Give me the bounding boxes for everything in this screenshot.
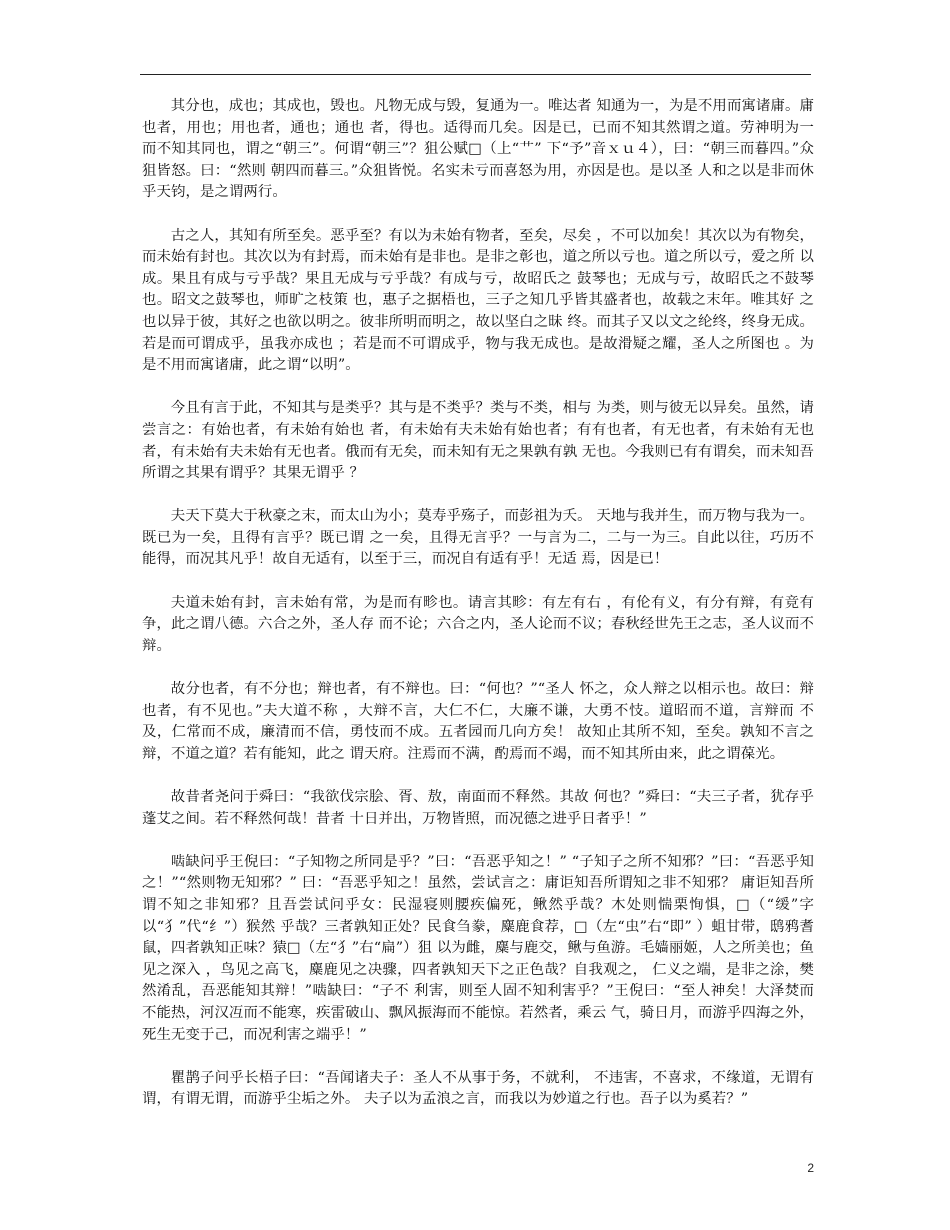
header-rule [140,74,811,75]
document-body [142,96,814,1133]
paragraph-6: 故分也者，有不分也；辩也者，有不辩也。曰：“何也？”“圣人 怀之，众人辩之以相示也。故曰：辩也者，有不见也。”夫大道不称 ，大辩不言，大仁不仁，大廉不谦，大勇不忮。道昭而不道，言辩而 不及，仁常而不成，廉清而不信，勇忮而不成。五者园而几向方矣！ 故知止其所不知，至矣。孰知不言之辩，不道之道？若有能知，此之 谓天府。注焉而不满，酌焉而不竭，而不知其所由来，此之谓葆光。 [142,681,814,762]
paragraph-8: 啮缺问乎王倪曰：“子知物之所同是乎？”曰：“吾恶乎知之！” “子知子之所不知邪？”曰：“吾恶乎知之！”“然则物无知邪？” 曰：“吾恶乎知之！虽然，尝试言之：庸讵知吾所谓知之非不知邪？ 庸讵知吾所谓不知之非知邪？且吾尝试问乎女：民湿寝则腰疾偏死，鳅然乎哉？木处则惴栗恂惧，□（“缓”字以“犭”代“纟”）猴然 乎哉？三者孰知正处？民食刍豢，麋鹿食荐，□（左“虫”右“即” ）蛆甘带，鸱鸦耆鼠，四者孰知正味？猿□（左“犭”右“扁”）狙 以为雌，麋与鹿交，鳅与鱼游。毛嫱丽姬，人之所美也；鱼见之深入 ，鸟见之高飞，麋鹿见之决骤，四者孰知天下之正色哉？自我观之， 仁义之端，是非之涂，樊然淆乱，吾恶能知其辩！”啮缺曰：“子不 利害，则至人固不知利害乎？”王倪曰：“至人神矣！大泽焚而不能热，河汉冱而不能寒，疾雷破山、飘风振海而不能惊。若然者，乘云 气，骑日月，而游乎四海之外，死生无变于己，而况利害之端乎！” [142,853,814,1043]
paragraph-1: 其分也，成也；其成也，毁也。凡物无成与毁，复通为一。唯达者 知通为一，为是不用而寓诸庸。庸也者，用也；用也者，通也；通也 者，得也。适得而几矣。因是已，已而不知其然谓之道。劳神明为一 而不知其同也，谓之“朝三”。何谓“朝三”？狙公赋□（上“艹” 下“予”音ｘｕ４），曰：“朝三而暮四。”众狙皆怒。曰：“然则 朝四而暮三。”众狙皆悦。名实未亏而喜怒为用，亦因是也。是以圣 人和之以是非而休乎天钧，是之谓两行。 [142,98,814,201]
page-number: 2 [807,1161,814,1175]
paragraph-9: 瞿鹊子问乎长梧子曰：“吾闻诸夫子：圣人不从事于务，不就利， 不违害，不喜求，不缘道，无谓有谓，有谓无谓，而游乎尘垢之外。 夫子以为孟浪之言，而我以为妙道之行也。吾子以为奚若？” [142,1069,814,1108]
paragraph-4: 夫天下莫大于秋豪之末，而太山为小；莫寿乎殇子，而彭祖为夭。 天地与我并生，而万物与我为一。既已为一矣，且得有言乎？既已谓 之一矣，且得无言乎？一与言为二，二与一为三。自此以往，巧历不 能得，而况其凡乎！故自无适有，以至于三，而况自有适有乎！无适 焉，因是已！ [142,508,814,568]
paragraph-3: 今且有言于此，不知其与是类乎？其与是不类乎？类与不类，相与 为类，则与彼无以异矣。虽然，请尝言之：有始也者，有未始有始也 者，有未始有夫未始有始也者；有有也者，有无也者，有未始有无也 者，有未始有夫未始有无也者。俄而有无矣，而未知有无之果孰有孰 无也。今我则已有有谓矣，而未知吾所谓之其果有谓乎？其果无谓乎 ？ [142,400,814,482]
paragraph-2: 古之人，其知有所至矣。恶乎至？有以为未始有物者，至矣，尽矣 ，不可以加矣！其次以为有物矣，而未始有封也。其次以为有封焉，而未始有是非也。是非之彰也，道之所以亏也。道之所以亏，爱之所 以成。果且有成与亏乎哉？果且无成与亏乎哉？有成与亏，故昭氏之 鼓琴也；无成与亏，故昭氏之不鼓琴也。昭文之鼓琴也，师旷之枝策 也，惠子之据梧也，三子之知几乎皆其盛者也，故载之末年。唯其好 之也以异于彼，其好之也欲以明之。彼非所明而明之，故以坚白之昧 终。而其子又以文之纶终，终身无成。若是而可谓成乎，虽我亦成也 ；若是而不可谓成乎，物与我无成也。是故滑疑之耀，圣人之所图也 。为是不用而寓诸庸，此之谓“以明”。 [142,227,814,374]
paragraph-5: 夫道未始有封，言未始有常，为是而有畛也。请言其畛：有左有右 ，有伦有义，有分有辩，有竞有争，此之谓八德。六合之外，圣人存 而不论；六合之内，圣人论而不议；春秋经世先王之志，圣人议而不 辩。 [142,594,814,654]
paragraph-7: 故昔者尧问于舜曰：“我欲伐宗脍、胥、敖，南面而不释然。其故 何也？”舜曰：“夫三子者，犹存乎蓬艾之间。若不释然何哉！昔者 十日并出，万物皆照，而况德之进乎日者乎！” [142,789,814,827]
